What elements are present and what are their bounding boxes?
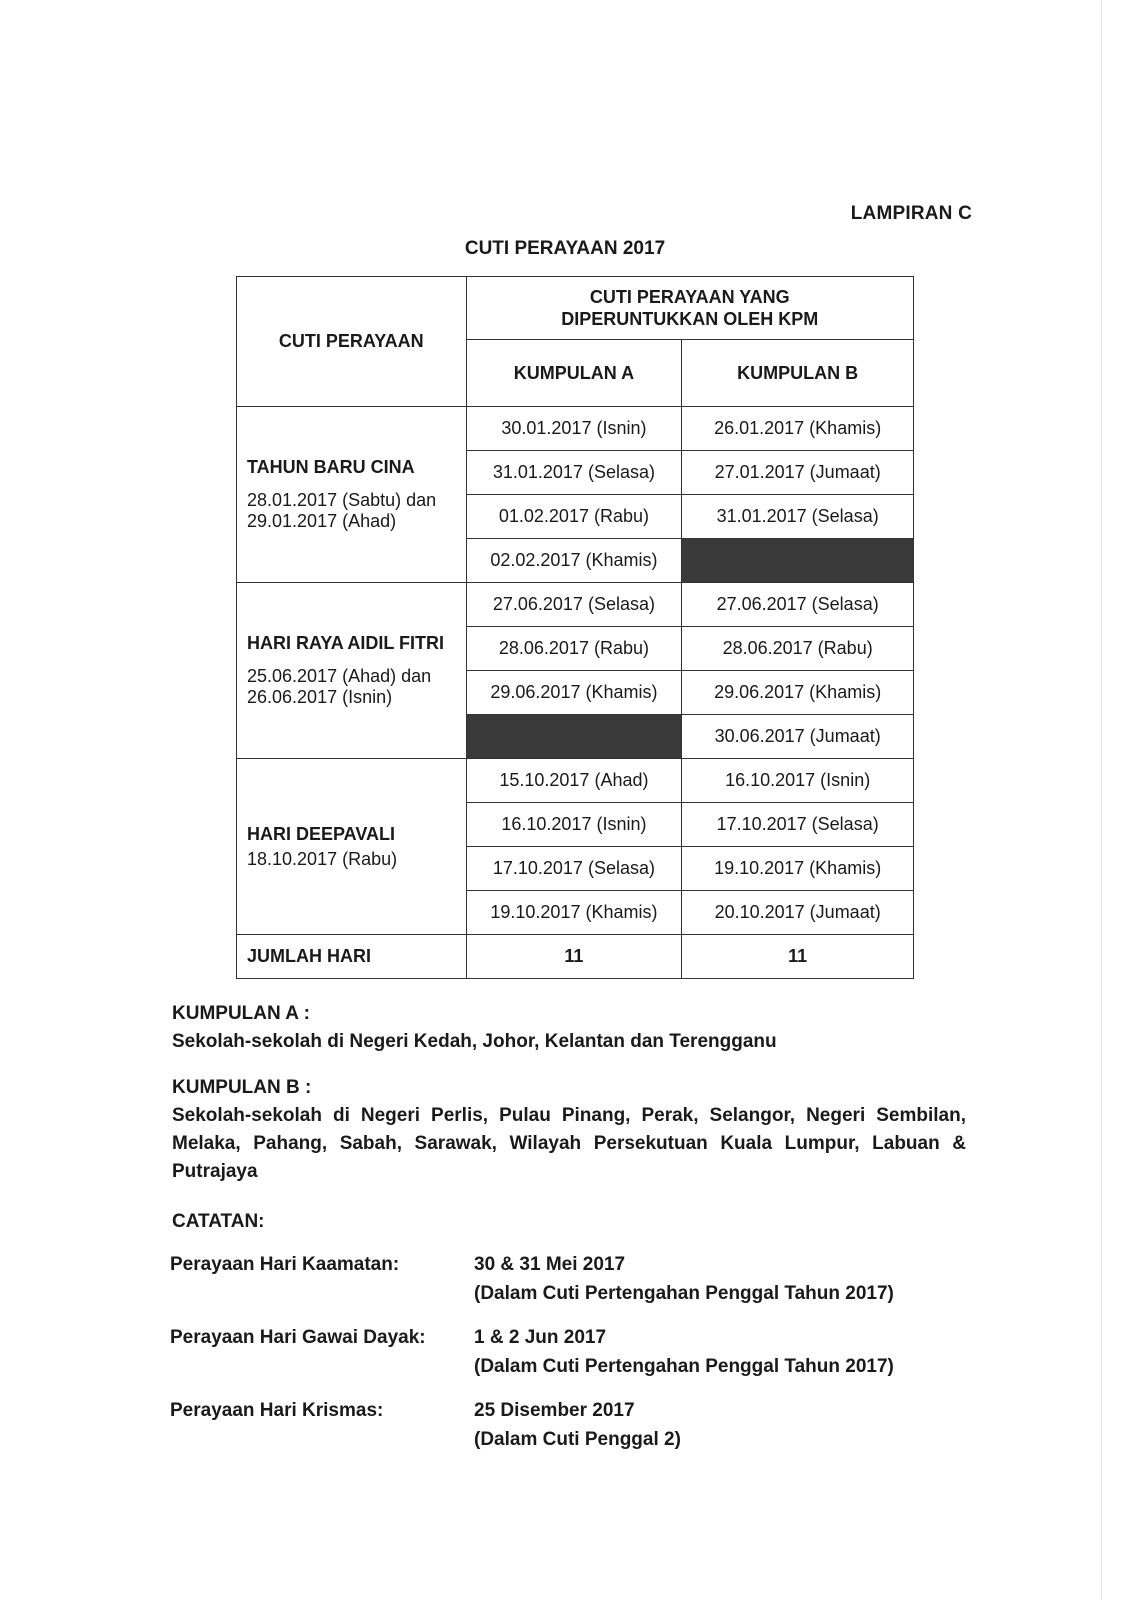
scan-edge	[1101, 0, 1102, 1600]
group-a-date: 28.06.2017 (Rabu)	[466, 627, 682, 671]
blank-cell	[466, 715, 682, 759]
group-a-title: KUMPULAN A :	[172, 1003, 310, 1024]
header-festival: CUTI PERAYAAN	[237, 277, 467, 407]
total-group-a: 11	[466, 935, 682, 979]
group-a-date: 15.10.2017 (Ahad)	[466, 759, 682, 803]
note-detail: (Dalam Cuti Pertengahan Penggal Tahun 2017)	[474, 1356, 894, 1377]
note-label: Perayaan Hari Kaamatan:	[170, 1254, 400, 1275]
group-a-text: Sekolah-sekolah di Negeri Kedah, Johor, Kelantan dan Terengganu	[172, 1031, 777, 1052]
group-b-title: KUMPULAN B :	[172, 1077, 312, 1098]
table-header-row	[237, 277, 914, 340]
header-allocated-text: CUTI PERAYAAN YANG DIPERUNTUKKAN OLEH KPM	[561, 287, 819, 329]
group-b-date: 30.06.2017 (Jumaat)	[682, 715, 914, 759]
table-row	[237, 407, 914, 451]
group-b-date: 29.06.2017 (Khamis)	[682, 671, 914, 715]
group-a-date: 29.06.2017 (Khamis)	[466, 671, 682, 715]
note-detail: (Dalam Cuti Penggal 2)	[474, 1429, 681, 1450]
group-b-date: 20.10.2017 (Jumaat)	[682, 891, 914, 935]
group-a-date: 30.01.2017 (Isnin)	[466, 407, 682, 451]
festival-cell	[237, 583, 467, 759]
header-group-b: KUMPULAN B	[682, 340, 914, 407]
note-label: Perayaan Hari Gawai Dayak:	[170, 1327, 426, 1348]
blank-cell	[682, 539, 914, 583]
group-a-date: 02.02.2017 (Khamis)	[466, 539, 682, 583]
header-group-a: KUMPULAN A	[466, 340, 682, 407]
group-b-section	[172, 1074, 966, 1186]
holiday-table	[236, 276, 914, 979]
note-detail: (Dalam Cuti Pertengahan Penggal Tahun 2017)	[474, 1283, 894, 1304]
festival-name: HARI DEEPAVALI	[247, 823, 396, 844]
note-value: 30 & 31 Mei 2017	[474, 1254, 626, 1275]
total-group-b: 11	[682, 935, 914, 979]
appendix-label: LAMPIRAN C	[850, 203, 972, 224]
group-b-date: 26.01.2017 (Khamis)	[682, 407, 914, 451]
group-a-date: 17.10.2017 (Selasa)	[466, 847, 682, 891]
festival-name: HARI RAYA AIDIL FITRI	[247, 633, 445, 653]
festival-date: 25.06.2017 (Ahad) dan 26.06.2017 (Isnin)	[247, 666, 432, 707]
group-a-date: 31.01.2017 (Selasa)	[466, 451, 682, 495]
group-a-date: 27.06.2017 (Selasa)	[466, 583, 682, 627]
group-a-section	[172, 1000, 966, 1056]
table-row	[237, 583, 914, 627]
table-row	[237, 759, 914, 803]
festival-date: 28.01.2017 (Sabtu) dan 29.01.2017 (Ahad)	[247, 490, 437, 531]
group-b-date: 17.10.2017 (Selasa)	[682, 803, 914, 847]
group-b-text: Sekolah-sekolah di Negeri Perlis, Pulau Pinang, Perak, Selangor, Negeri Sembilan, Melaka, Pahang, Sabah, Sarawak, Wilayah Persekutuan Kuala Lumpur, Labuan & Putrajaya	[172, 1105, 966, 1182]
group-b-date: 16.10.2017 (Isnin)	[682, 759, 914, 803]
festival-cell	[237, 407, 467, 583]
total-label: JUMLAH HARI	[237, 935, 467, 979]
note-label: Perayaan Hari Krismas:	[170, 1400, 384, 1421]
group-b-date: 27.06.2017 (Selasa)	[682, 583, 914, 627]
group-a-date: 16.10.2017 (Isnin)	[466, 803, 682, 847]
festival-cell	[237, 759, 467, 935]
note-value: 25 Disember 2017	[474, 1400, 635, 1421]
document-title: CUTI PERAYAAN 2017	[464, 238, 666, 259]
group-b-date: 28.06.2017 (Rabu)	[682, 627, 914, 671]
group-a-date: 01.02.2017 (Rabu)	[466, 495, 682, 539]
group-b-date: 31.01.2017 (Selasa)	[682, 495, 914, 539]
group-a-date: 19.10.2017 (Khamis)	[466, 891, 682, 935]
festival-date: 18.10.2017 (Rabu)	[247, 848, 398, 869]
total-row	[237, 935, 914, 979]
notes-title: CATATAN:	[172, 1211, 265, 1232]
header-allocated	[466, 277, 913, 340]
festival-name: TAHUN BARU CINA	[247, 457, 415, 477]
group-b-date: 19.10.2017 (Khamis)	[682, 847, 914, 891]
group-b-date: 27.01.2017 (Jumaat)	[682, 451, 914, 495]
note-value: 1 & 2 Jun 2017	[474, 1327, 607, 1348]
